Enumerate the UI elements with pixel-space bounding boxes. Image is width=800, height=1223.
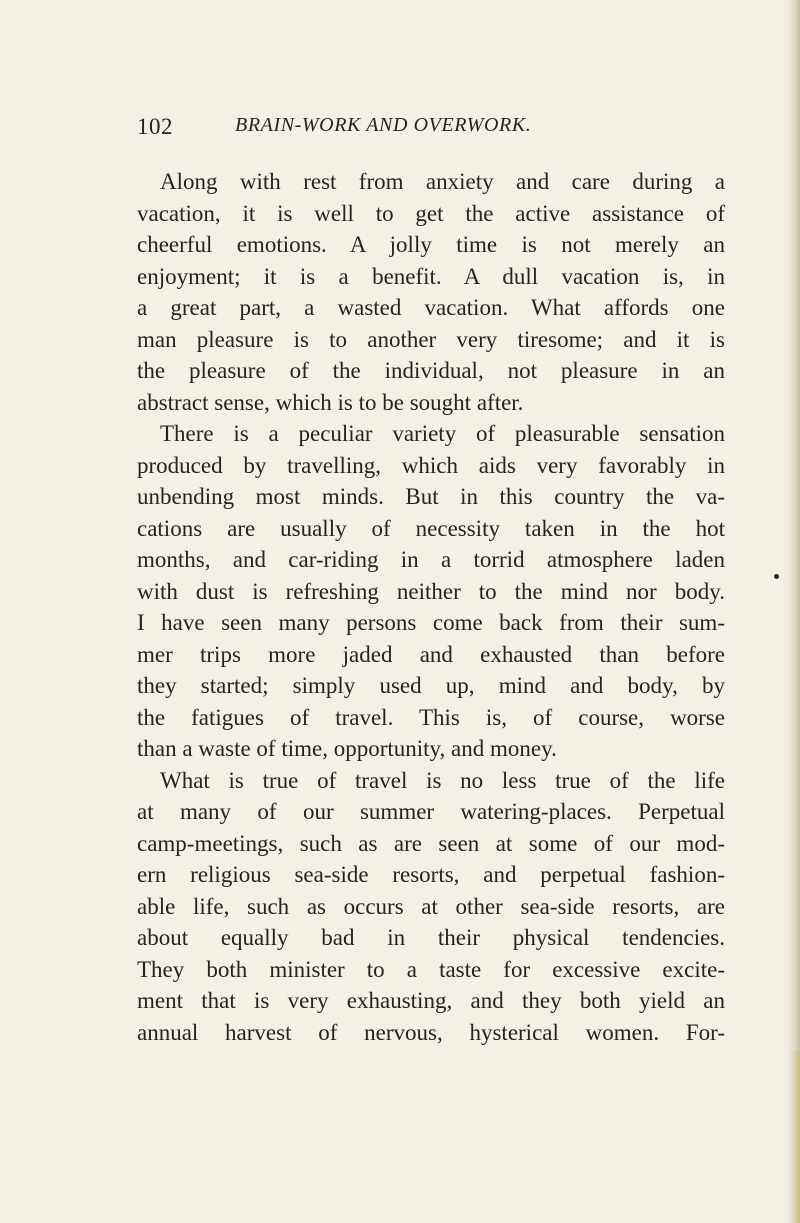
text-line: the pleasure of the individual, not pleasure in an [137,358,725,383]
text-line: Along with rest from anxiety and care during a [160,169,725,194]
text-line: cations are usually of necessity taken in the hot [137,515,725,541]
text-line: they started; simply used up, mind and body, by [137,673,725,698]
text-line: ern religious sea-side resorts, and perpetual fashion- [137,862,725,887]
text-line: ment that is very exhausting, and they both yield an [137,988,725,1013]
text-line: about equally bad in their physical tendencies. [137,925,725,950]
text-line: I have seen many persons come back from their sum- [137,610,725,635]
text-line: vacation, it is well to get the active assistance of [137,200,725,226]
text-line: mer trips more jaded and exhausted than before [137,641,725,667]
text-line: abstract sense, which is to be sought after. [137,389,524,415]
running-title: BRAIN-WORK AND OVERWORK. [235,114,532,136]
page-edge-stain [790,1050,800,1223]
body-text [137,166,725,1048]
text-line: at many of our summer watering-places. Perpetual [137,799,725,824]
text-line: man pleasure is to another very tiresome; and it is [137,326,725,352]
text-line: enjoyment; it is a benefit. A dull vacation is, in [137,263,725,289]
text-line: They both minister to a taste for excessive excite- [137,956,725,982]
text-line: than a waste of time, opportunity, and money. [137,736,557,761]
text-line: camp-meetings, such as are seen at some of our mod- [137,830,725,856]
text-line: with dust is refreshing neither to the mind nor body. [137,578,725,604]
ink-speck [774,574,779,579]
page-edge-shadow [786,0,800,1223]
text-line: annual harvest of nervous, hysterical women. For- [137,1019,725,1045]
text-line: unbending most minds. But in this country the va- [137,484,725,509]
text-line: a great part, a wasted vacation. What affords one [137,295,725,320]
text-line: the fatigues of travel. This is, of course, worse [137,704,725,730]
text-line: produced by travelling, which aids very favorably in [137,452,725,478]
text-line: cheerful emotions. A jolly time is not merely an [137,232,725,257]
text-line: What is true of travel is no less true of the life [160,767,725,793]
text-line: There is a peculiar variety of pleasurable sensation [160,421,725,446]
text-line: months, and car-riding in a torrid atmosphere laden [137,547,725,572]
text-line: able life, such as occurs at other sea-side resorts, are [137,893,725,919]
running-head [137,114,737,144]
page-number: 102 [137,114,173,139]
